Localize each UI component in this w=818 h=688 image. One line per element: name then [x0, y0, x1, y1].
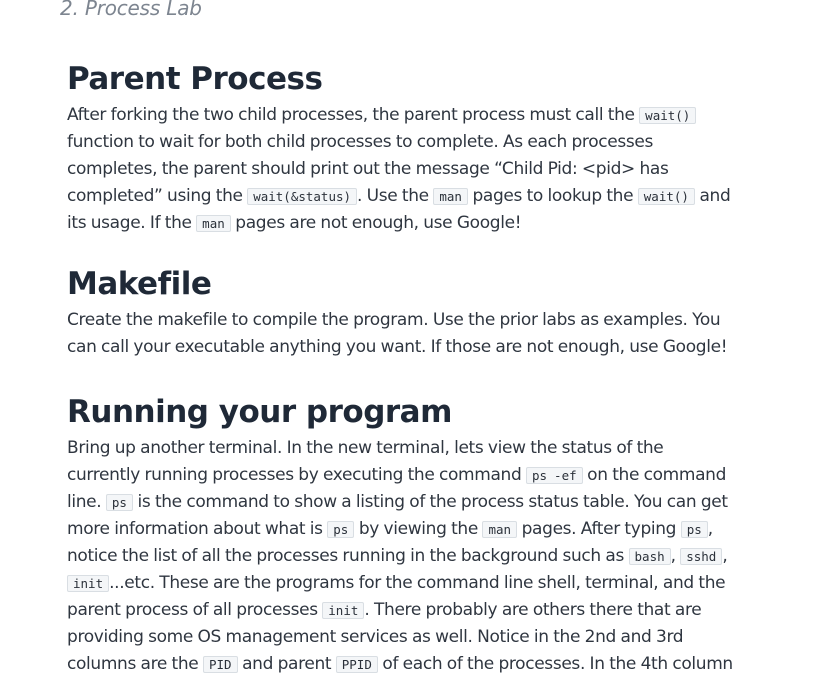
- code-wait: wait(): [639, 107, 696, 124]
- paragraph-running-your-program: [67, 435, 737, 678]
- main-content: [67, 58, 737, 678]
- text: ...etc. These are the programs for the command line shell, terminal, and the parent process of all processes: [67, 573, 726, 620]
- text: Bring up another terminal. In the new terminal, lets view the status of the currently running processes by executing the command: [67, 438, 664, 485]
- text: . There probably are others there that are providing some OS management services as well. Notice in the 2nd and 3rd columns are the: [67, 600, 702, 674]
- text: and parent: [237, 654, 336, 674]
- code-wait: wait(): [638, 188, 695, 205]
- text: by viewing the: [354, 519, 483, 539]
- text: function to wait for both child processes to complete. As each processes completes, the parent should print out the message “Child Pid: <pid> has completed” using the: [67, 132, 669, 206]
- code-man: man: [433, 188, 468, 205]
- text: After forking the two child processes, the parent process must call the: [67, 105, 640, 125]
- code-ps-ef: ps -ef: [526, 467, 583, 484]
- text: of each of the processes. In the 4th column: [377, 654, 733, 674]
- text: . Use the: [357, 186, 434, 206]
- code-ps: ps: [681, 521, 708, 538]
- text: on the command line.: [67, 465, 727, 512]
- heading-running-your-program: Running your program: [67, 394, 452, 430]
- text: pages are not enough, use Google!: [230, 213, 522, 233]
- code-ppid: PPID: [336, 656, 378, 673]
- breadcrumb[interactable]: 2. Process Lab: [60, 0, 202, 20]
- code-man: man: [196, 215, 231, 232]
- text: pages. After typing: [517, 519, 681, 539]
- code-init: init: [67, 575, 109, 592]
- code-init: init: [322, 602, 364, 619]
- code-pid: PID: [203, 656, 238, 673]
- heading-makefile: Makefile: [67, 266, 212, 302]
- section-running-your-program: [67, 391, 737, 678]
- code-wait-status: wait(&status): [247, 188, 357, 205]
- code-bash: bash: [629, 548, 671, 565]
- section-makefile: [67, 263, 737, 361]
- code-ps: ps: [106, 494, 133, 511]
- code-man: man: [482, 521, 517, 538]
- text: and its usage. If the: [67, 186, 731, 233]
- code-ps: ps: [327, 521, 354, 538]
- text: is the command to show a listing of the process status table. You can get more information about what is: [67, 492, 728, 539]
- text: ,: [670, 546, 681, 566]
- text: pages to lookup the: [467, 186, 638, 206]
- code-sshd: sshd: [680, 548, 722, 565]
- text: ,: [722, 546, 728, 566]
- section-parent-process: [67, 58, 737, 237]
- paragraph-parent-process: [67, 102, 737, 237]
- heading-parent-process: Parent Process: [67, 61, 323, 97]
- text: , notice the list of all the processes running in the background such as: [67, 519, 713, 566]
- paragraph-makefile: Create the makefile to compile the program. Use the prior labs as examples. You can call your executable anything you want. If those are not enough, use Google!: [67, 310, 728, 357]
